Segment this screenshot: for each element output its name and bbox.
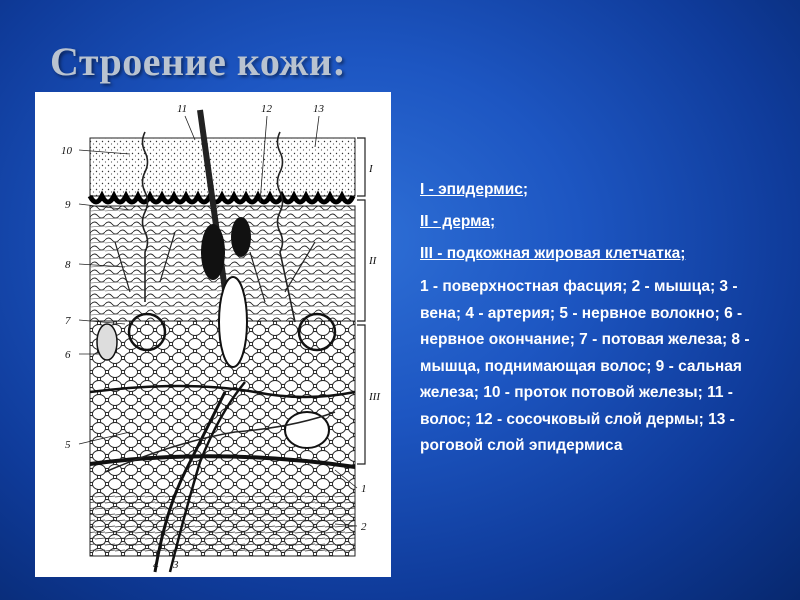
- label-layer-I: I: [369, 163, 373, 175]
- legend-panel: [420, 178, 760, 460]
- label-3: 3: [173, 559, 179, 571]
- label-1: 1: [361, 483, 367, 495]
- slide-title: Строение кожи:: [50, 39, 347, 84]
- legend-layer-dermis: II - дерма;: [420, 213, 496, 230]
- legend-layer-hypodermis: III - подкожная жировая клетчатка;: [420, 245, 686, 262]
- label-layer-III: III: [369, 391, 380, 403]
- label-layer-II: II: [369, 255, 377, 267]
- label-10: 10: [61, 145, 72, 157]
- legend-layer-epidermis: I - эпидермис;: [420, 181, 529, 198]
- label-12: 12: [261, 103, 272, 115]
- skin-structure-diagram: [35, 92, 391, 577]
- label-9: 9: [65, 199, 71, 211]
- label-7: 7: [65, 315, 71, 327]
- label-13: 13: [313, 103, 324, 115]
- label-11: 11: [177, 103, 188, 115]
- label-4: 4: [153, 559, 159, 571]
- hair-follicle: [219, 277, 247, 367]
- legend-description: 1 - поверхностная фасция; 2 - мышца; 3 - вена; 4 - артерия; 5 - нервное волокно; 6 - нервное окончание; 7 - потовая железа; 8 - мышца, поднимающая волос; 9 - сальная железа; 10 - проток потовой железы; 11 - волос; 12 - сосочковый слой дермы; 13 - роговой слой эпидермиса: [420, 278, 750, 454]
- label-2: 2: [361, 521, 367, 533]
- label-5: 5: [65, 439, 71, 451]
- label-8: 8: [65, 259, 71, 271]
- papillary-edge: [90, 196, 353, 202]
- label-6: 6: [65, 349, 71, 361]
